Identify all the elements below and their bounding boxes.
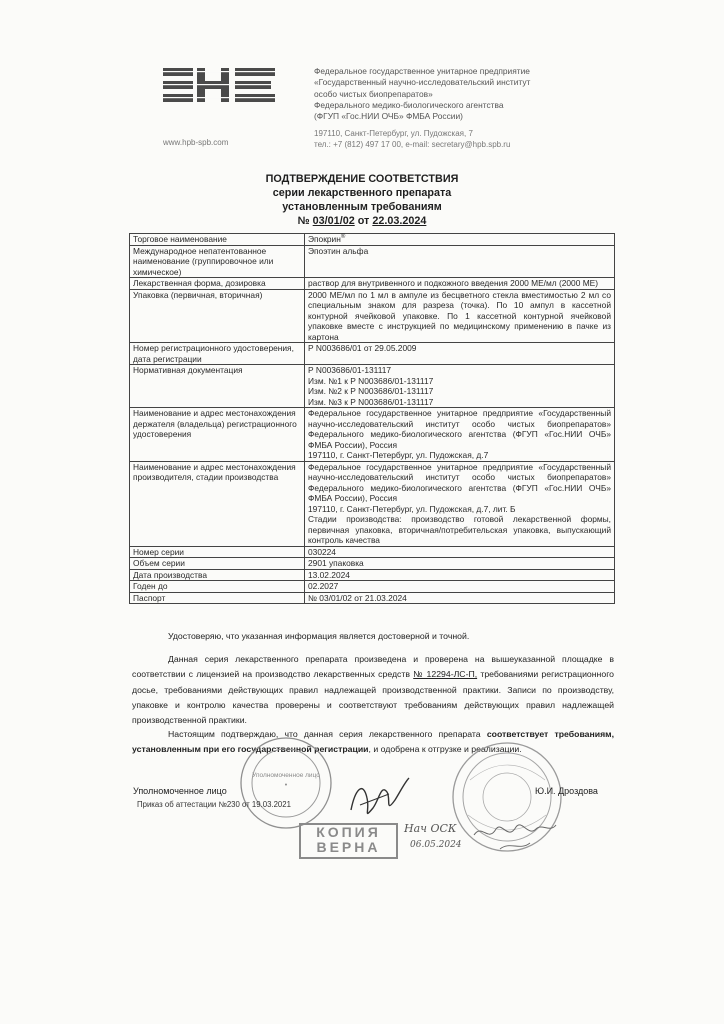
row-label: Номер серии <box>130 546 305 558</box>
manufacturer-name: Федеральное государственное унитарное предприятие «Государственный научно-исследовательский институт особо чистых биопрепаратов» Федерального медико-биологического агентства (ФГУП «Гос.НИИ ОЧБ» ФМБА России), Россия <box>308 461 611 503</box>
row-label: Дата производства <box>130 569 305 581</box>
paragraph-start: Настоящим подтверждаю, что данная серия лекарственного препарата <box>168 729 481 739</box>
paragraph-text <box>132 652 614 728</box>
batch-info-table <box>129 233 615 604</box>
norm-doc: Р N003686/01-131117 <box>308 365 392 375</box>
row-value: 02.2027 <box>305 581 615 593</box>
table-row <box>130 546 615 558</box>
title-line: ПОДТВЕРЖДЕНИЕ СООТВЕТСТВИЯ <box>265 173 459 185</box>
copy-stamp-line: ВЕРНА <box>316 839 381 855</box>
row-label: Годен до <box>130 581 305 593</box>
copy-verified-stamp <box>299 823 398 859</box>
license-number: № 12294-ЛС-П, <box>413 669 478 680</box>
registered-mark: ® <box>340 234 346 241</box>
table-row <box>130 289 615 343</box>
org-line: Федерального медико-биологического агентства <box>314 99 504 110</box>
document-title <box>0 172 724 228</box>
title-line: серии лекарственного препарата <box>272 187 452 199</box>
row-label: Международное непатентованное наименование (группировочное или химическое) <box>130 245 305 278</box>
attestation-order: Приказ об аттестации №230 от 19.03.2021 <box>137 800 291 809</box>
manufacturer-address: 197110, г. Санкт-Петербург, ул. Пудожская, д.7, лит. Б <box>308 503 516 514</box>
row-value: 030224 <box>305 546 615 558</box>
stamp-text: Уполномоченное лицо <box>252 772 320 779</box>
institute-logo <box>163 68 278 106</box>
org-line: особо чистых биопрепаратов» <box>314 88 433 99</box>
org-address <box>314 128 604 150</box>
table-row <box>130 558 615 570</box>
trade-name: Эпокрин <box>308 234 341 244</box>
signature-icon <box>345 770 415 830</box>
table-row <box>130 365 615 408</box>
certification-paragraph <box>132 629 614 644</box>
signer-name: Ю.И. Дроздова <box>535 786 598 796</box>
holder-address: 197110, г. Санкт-Петербург, ул. Пудожская, д.7 <box>308 450 489 460</box>
production-paragraph <box>132 652 614 728</box>
document-number: 03/01/02 <box>312 215 355 227</box>
row-label: Упаковка (первичная, вторичная) <box>130 289 305 343</box>
row-value: 13.02.2024 <box>305 569 615 581</box>
row-label: Паспорт <box>130 592 305 604</box>
paragraph-bold: соответствует требованиям, установленным при его государственной регистрации <box>132 729 614 755</box>
row-value <box>305 408 615 462</box>
row-label: Номер регистрационного удостоверения, дата регистрации <box>130 343 305 365</box>
row-label: Объем серии <box>130 558 305 570</box>
svg-text:•: • <box>284 782 288 789</box>
round-stamp-left <box>238 735 334 831</box>
document-number-line <box>0 214 724 228</box>
table-row <box>130 581 615 593</box>
row-label: Лекарственная форма, дозировка <box>130 278 305 290</box>
production-stages: Стадии производства: производство готовой лекарственной формы, первичная упаковка, вторичная/потребительская упаковка, выпускающий контроль качества <box>308 514 611 545</box>
row-label: Нормативная документация <box>130 365 305 408</box>
title-line: установленным требованиям <box>282 201 442 213</box>
contact-line: тел.: +7 (812) 497 17 00, e-mail: secretary@hpb.spb.ru <box>314 140 511 149</box>
copy-stamp-line: КОПИЯ <box>316 824 381 840</box>
paragraph-start: Данная серия лекарственного препарата произведена и проверена на вышеуказанной площадке в соответствии с лицензией на производство лекарственных средств <box>132 654 614 680</box>
table-row <box>130 592 615 604</box>
norm-doc: Изм. №2 к Р N003686/01-131117 <box>308 386 434 396</box>
org-line: (ФГУП «Гос.НИИ ОЧБ» ФМБА России) <box>314 111 463 122</box>
paragraph-end: , и одобрена к отгрузке и реализации. <box>368 744 522 755</box>
norm-doc: Изм. №3 к Р N003686/01-131117 <box>308 396 434 407</box>
norm-doc: Изм. №1 к Р N003686/01-131117 <box>308 375 434 386</box>
org-line: Федеральное государственное унитарное предприятие <box>314 66 530 76</box>
row-label: Наименование и адрес местонахождения производителя, стадии производства <box>130 461 305 546</box>
paragraph-text: Удостоверяю, что указанная информация является достоверной и точной. <box>168 631 470 641</box>
organization-header <box>314 66 614 122</box>
row-value <box>305 365 615 408</box>
holder-name: Федеральное государственное унитарное предприятие «Государственный научно-исследовательский институт особо чистых биопрепаратов» Федерального медико-биологического агентства (ФГУП «Гос.НИИ ОЧБ» ФМБА России), Россия <box>308 408 611 450</box>
paragraph-end: требованиями регистрационного досье, требованиями действующих правил надлежащей производственной практики. Записи по производству, упаковке и контролю качества проверены и соответствуют требованиям действующих правил надлежащей производственной практики. <box>132 669 615 726</box>
row-value <box>305 234 615 246</box>
table-row <box>130 569 615 581</box>
table-row <box>130 245 615 278</box>
website-url: www.hpb-spb.com <box>163 138 229 147</box>
org-line: «Государственный научно-исследовательский институт <box>314 77 531 88</box>
table-row <box>130 234 615 246</box>
row-value: Р N003686/01 от 29.05.2009 <box>305 343 615 365</box>
number-prefix: № <box>297 215 310 227</box>
document-date: 22.03.2024 <box>372 215 427 227</box>
row-label: Торговое наименование <box>130 234 305 246</box>
row-value <box>305 461 615 546</box>
date-prefix: от <box>357 215 370 227</box>
row-value: раствор для внутривенного и подкожного введения 2000 МЕ/мл (2000 МЕ) <box>305 278 615 290</box>
row-value: 2000 МЕ/мл по 1 мл в ампуле из бесцветного стекла вместимостью 2 мл со специальным знаком для разреза (точка). По 10 ампул в кассетной контурной ячейковой упаковке. По 1 кассетной контурной ячейковой упаковке вместе с инструкцией по медицинскому применению в пачке из картона <box>305 289 615 343</box>
row-label: Наименование и адрес местонахождения держателя (владельца) регистрационного удостоверения <box>130 408 305 462</box>
table-row <box>130 278 615 290</box>
authorized-person-label: Уполномоченное лицо <box>133 786 227 796</box>
row-value: 2901 упаковка <box>305 558 615 570</box>
row-value: Эпоэтин альфа <box>305 245 615 278</box>
handwritten-note: Нач ОСК <box>404 822 457 835</box>
address-line: 197110, Санкт-Петербург, ул. Пудожская, 7 <box>314 129 473 138</box>
row-value: № 03/01/02 от 21.03.2024 <box>305 592 615 604</box>
table-row <box>130 461 615 546</box>
handwritten-date: 06.05.2024 <box>410 840 462 850</box>
table-row <box>130 343 615 365</box>
table-row <box>130 408 615 462</box>
handwritten-signature-icon <box>470 815 560 855</box>
